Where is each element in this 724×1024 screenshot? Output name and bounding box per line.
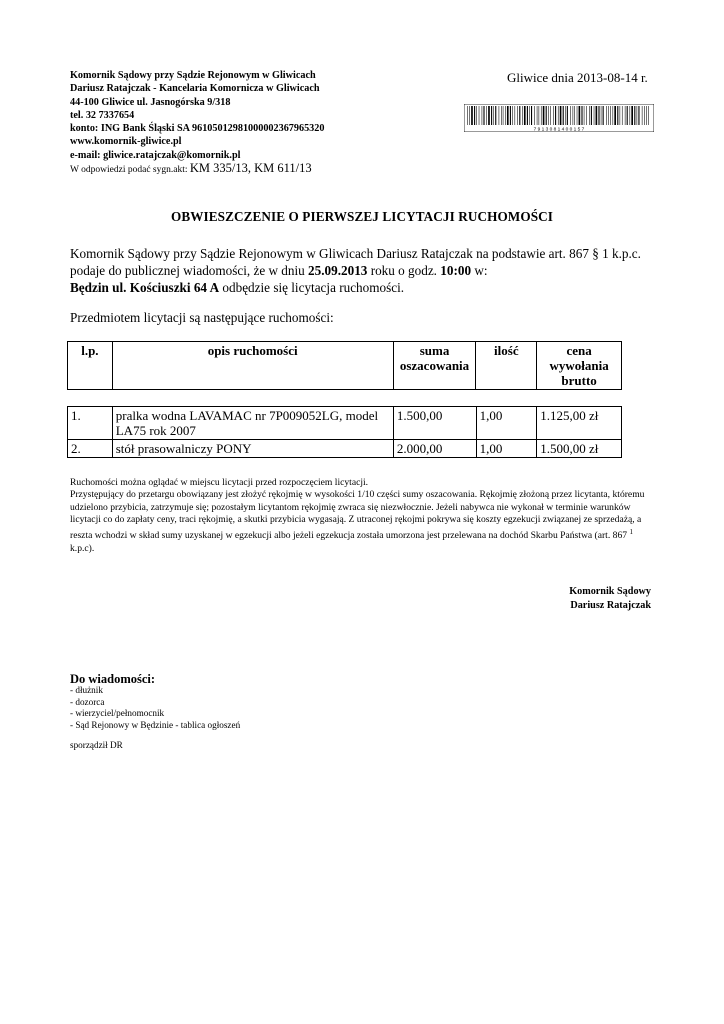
items-intro: Przedmiotem licytacji są następujące ruchomości:	[70, 310, 334, 325]
case-reference-label: W odpowiedzi podać sygn.akt:	[70, 165, 188, 176]
col-header-suma: suma oszacowania	[393, 342, 476, 390]
list-item: - dozorca	[70, 696, 105, 707]
intro-line: podaje do publicznej wiadomości, że w dniu 25.09.2013 roku o godz. 10:00 w:	[70, 263, 488, 278]
cell-opis: stół prasowalniczy PONY	[112, 440, 393, 458]
col-header-opis: opis ruchomości	[112, 342, 393, 390]
cell-suma: 2.000,00	[393, 440, 476, 458]
announcement-text	[70, 245, 660, 296]
cell-ilosc: 1,00	[476, 407, 537, 440]
barcode-image	[464, 104, 654, 132]
distribution-list	[70, 685, 240, 731]
header-line: Dariusz Ratajczak - Kancelaria Komornicza w Gliwicach	[70, 83, 320, 95]
items-table-header	[67, 341, 622, 390]
conditions-paragraph: Ruchomości można oglądać w miejscu licytacji przed rozpoczęciem licytacji.	[70, 477, 369, 488]
header-line: e-mail: gliwice.ratajczak@komornik.pl	[70, 149, 241, 161]
prepared-by: sporządził DR	[70, 740, 123, 750]
signature-title: Komornik Sądowy	[569, 586, 651, 597]
col-header-cena: cena wywołania brutto	[537, 342, 622, 390]
list-item: - Sąd Rejonowy w Będzinie - tablica ogłoszeń	[70, 719, 241, 730]
bailiff-header	[70, 69, 400, 177]
table-row	[68, 440, 622, 458]
auction-conditions	[70, 477, 654, 555]
document-date: Gliwice dnia 2013-08-14 r.	[507, 70, 648, 85]
cell-cena: 1.500,00 zł	[537, 440, 622, 458]
cell-opis: pralka wodna LAVAMAC nr 7P009052LG, model LA75 rok 2007	[112, 407, 393, 440]
col-header-lp: l.p.	[68, 342, 113, 390]
signature-name: Dariusz Ratajczak	[570, 600, 651, 611]
cell-cena: 1.125,00 zł	[537, 407, 622, 440]
distribution-title: Do wiadomości:	[70, 672, 156, 686]
header-line: www.komornik-gliwice.pl	[70, 136, 182, 148]
signature-block	[520, 585, 651, 613]
auction-time: 10:00	[440, 263, 472, 278]
header-line: Komornik Sądowy przy Sądzie Rejonowym w Gliwicach	[70, 70, 316, 81]
cell-suma: 1.500,00	[393, 407, 476, 440]
case-reference-numbers: KM 335/13, KM 611/13	[189, 161, 312, 176]
intro-line: Będzin ul. Kościuszki 64 A odbędzie się licytacja ruchomości.	[70, 280, 405, 295]
case-reference	[70, 162, 400, 177]
cell-ilosc: 1,00	[476, 440, 537, 458]
items-table	[67, 406, 622, 458]
barcode-digits: 7 9 1 3 0 8 1 4 0 0 1 5 7	[533, 127, 585, 132]
intro-line: Komornik Sądowy przy Sądzie Rejonowym w Gliwicach Dariusz Ratajczak na podstawie art. 867 § 1 k.p.c.	[70, 246, 641, 261]
col-header-ilosc: ilość	[476, 342, 537, 390]
auction-place: Będzin ul. Kościuszki 64 A	[70, 280, 220, 295]
cell-lp: 1.	[68, 407, 113, 440]
header-line: tel. 32 7337654	[70, 109, 135, 121]
list-item: - dłużnik	[70, 685, 103, 695]
auction-date: 25.09.2013	[308, 263, 368, 278]
list-item: - wierzyciel/pełnomocnik	[70, 708, 165, 718]
header-line: konto: ING Bank Śląski SA 96105012981000002367965320	[70, 123, 325, 135]
conditions-paragraph: Przystępujący do przetargu obowiązany jest złożyć rękojmię w wysokości 1/10 części sumy oszacowania. Rękojmię złożoną przez licytanta, któremu udzielono przybicia, zatrzymuje się; pozostałym licytantom rękojmię zwraca się niezwłocznie. Jeżeli nabywca nie wykonał w terminie warunków licytacji co do zapłaty ceny, traci rękojmię, a skutki przybicia wygasają. Z utraconej rękojmi pokrywa się koszty egzekucji związanej ze sprzedażą, a reszta wchodzi w skład sumy uzyskanej w egzekucji albo jeżeli egzekucja została umorzona jest przelewana na dochód Skarbu Państwa (art. 867 $^1$ k.p.c).	[70, 489, 645, 554]
document-title: OBWIESZCZENIE O PIERWSZEJ LICYTACJI RUCHOMOŚCI	[170, 209, 553, 224]
header-line: 44-100 Gliwice ul. Jasnogórska 9/318	[70, 96, 231, 108]
table-row	[68, 407, 622, 440]
cell-lp: 2.	[68, 440, 113, 458]
